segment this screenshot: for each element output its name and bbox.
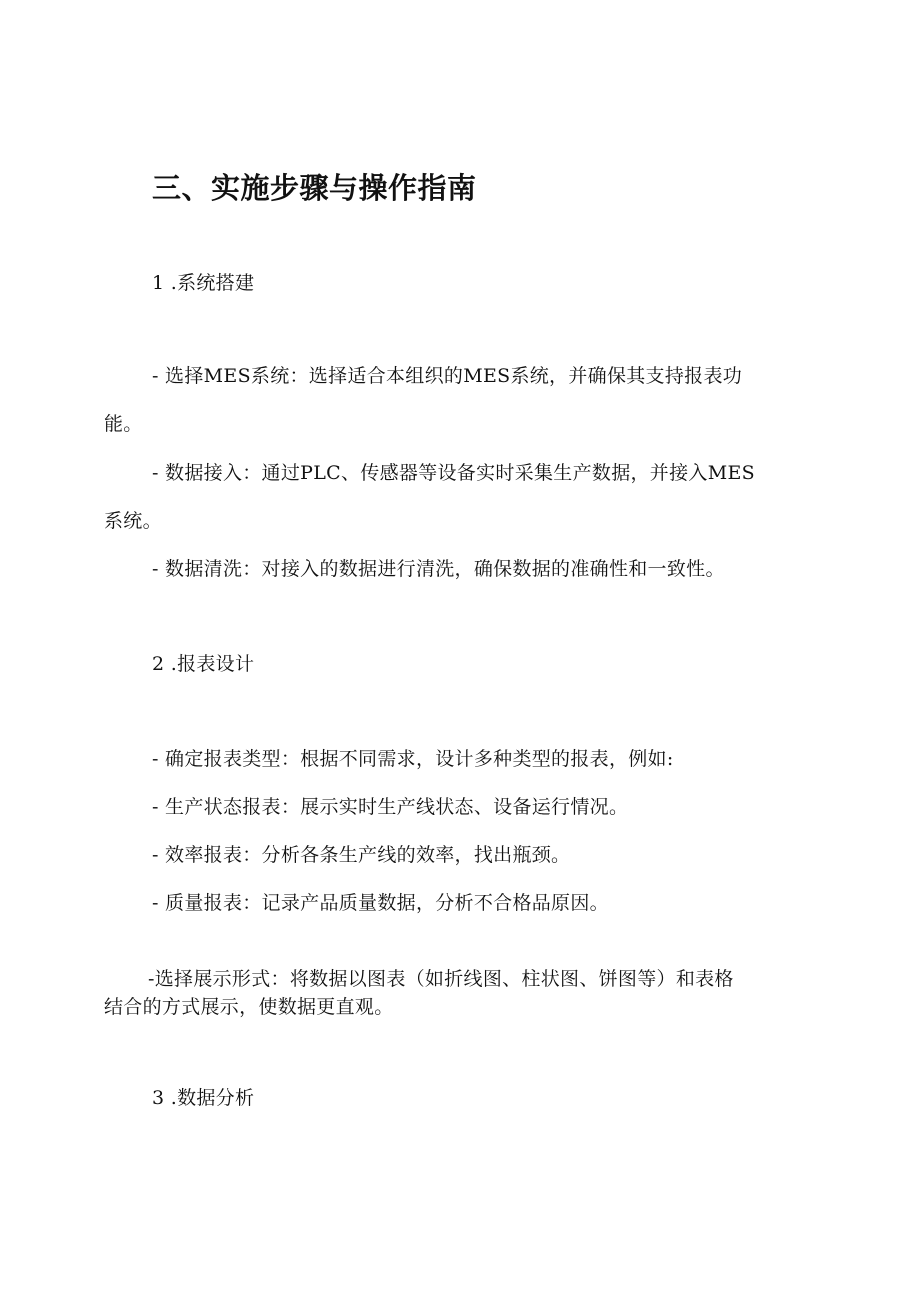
list-item-data-input: - 数据接入：通过PLC、传感器等设备实时采集生产数据，并接入MES [152, 462, 755, 484]
list-item-select-mes: - 选择MES系统：选择适合本组织的MES系统，并确保其支持报表功 [152, 365, 743, 387]
list-item-quality-report: - 质量报表：记录产品质量数据，分析不合格品原因。 [152, 892, 609, 914]
subsection-heading-system-setup: 1 .系统搭建 [152, 272, 255, 294]
list-item-report-types: - 确定报表类型：根据不同需求，设计多种类型的报表，例如: [152, 748, 674, 770]
subsection-heading-report-design: 2 .报表设计 [152, 653, 255, 675]
list-item-efficiency-report: - 效率报表：分析各条生产线的效率，找出瓶颈。 [152, 844, 571, 866]
subsection-heading-data-analysis: 3 .数据分析 [152, 1087, 255, 1109]
list-item-production-status-report: - 生产状态报表：展示实时生产线状态、设备运行情况。 [152, 796, 629, 818]
list-item-select-mes-continued: 能。 [104, 413, 143, 435]
list-item-display-format: -选择展示形式：将数据以图表（如折线图、柱状图、饼图等）和表格 [148, 968, 734, 990]
list-item-data-input-continued: 系统。 [104, 510, 162, 532]
section-title: 三、实施步骤与操作指南 [152, 171, 477, 205]
list-item-data-cleaning: - 数据清洗：对接入的数据进行清洗，确保数据的准确性和一致性。 [152, 558, 725, 580]
list-item-display-format-continued: 结合的方式展示，使数据更直观。 [104, 996, 394, 1018]
